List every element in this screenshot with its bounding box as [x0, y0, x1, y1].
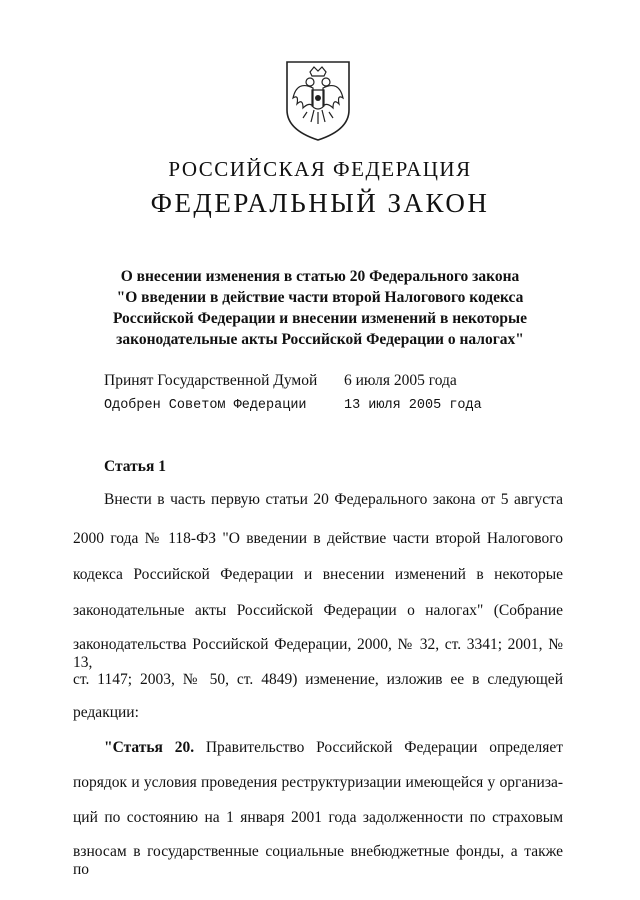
- duma-label: Принят Государственной Думой: [104, 372, 318, 389]
- duma-date: 6 июля 2005 года: [344, 372, 457, 389]
- law-title: [80, 266, 560, 350]
- paragraph-line: законодательные акты Российской Федерации о налогах" (Собрание: [73, 602, 563, 619]
- quote-first-text: Правительство Российской Федерации определяет: [194, 739, 563, 756]
- council-date: 13 июля 2005 года: [344, 398, 482, 413]
- paragraph-line: кодекса Российской Федерации и внесении изменений в некоторые: [73, 566, 563, 583]
- law-title-line: Российской Федерации и внесении изменений в некоторые: [112, 310, 528, 327]
- country-heading: РОССИЙСКАЯ ФЕДЕРАЦИЯ: [168, 157, 472, 181]
- law-type-heading: ФЕДЕРАЛЬНЫЙ ЗАКОН: [150, 188, 490, 218]
- law-title-line: законодательные акты Российской Федерации о налогах": [116, 331, 524, 348]
- paragraph-line: редакции:: [73, 704, 139, 721]
- quote-first-line: [104, 739, 563, 757]
- quote-line: взносам в государственные социальные внебюджетные фонды, а также по: [73, 843, 563, 878]
- paragraph-line: 2000 года № 118-ФЗ "О введении в действие части второй Налогового: [73, 530, 563, 547]
- paragraph-line: Внести в часть первую статьи 20 Федерального закона от 5 августа: [104, 491, 563, 508]
- article-heading: Статья 1: [104, 458, 166, 475]
- russian-coat-of-arms-icon: [283, 58, 353, 142]
- paragraph-line: ст. 1147; 2003, № 50, ст. 4849) изменение, изложив ее в следующей: [73, 671, 563, 688]
- quote-line: порядок и условия проведения реструктуризации имеющейся у организа-: [73, 774, 563, 791]
- quoted-article-label: "Статья 20.: [104, 739, 195, 756]
- law-title-line: "О введении в действие части второй Налогового кодекса: [116, 289, 524, 306]
- paragraph-line: законодательства Российской Федерации, 2000, № 32, ст. 3341; 2001, № 13,: [73, 636, 563, 671]
- council-label: Одобрен Советом Федерации: [104, 398, 307, 413]
- quote-line: ций по состоянию на 1 января 2001 года задолженности по страховым: [73, 809, 563, 826]
- law-title-line: О внесении изменения в статью 20 Федерального закона: [120, 268, 520, 285]
